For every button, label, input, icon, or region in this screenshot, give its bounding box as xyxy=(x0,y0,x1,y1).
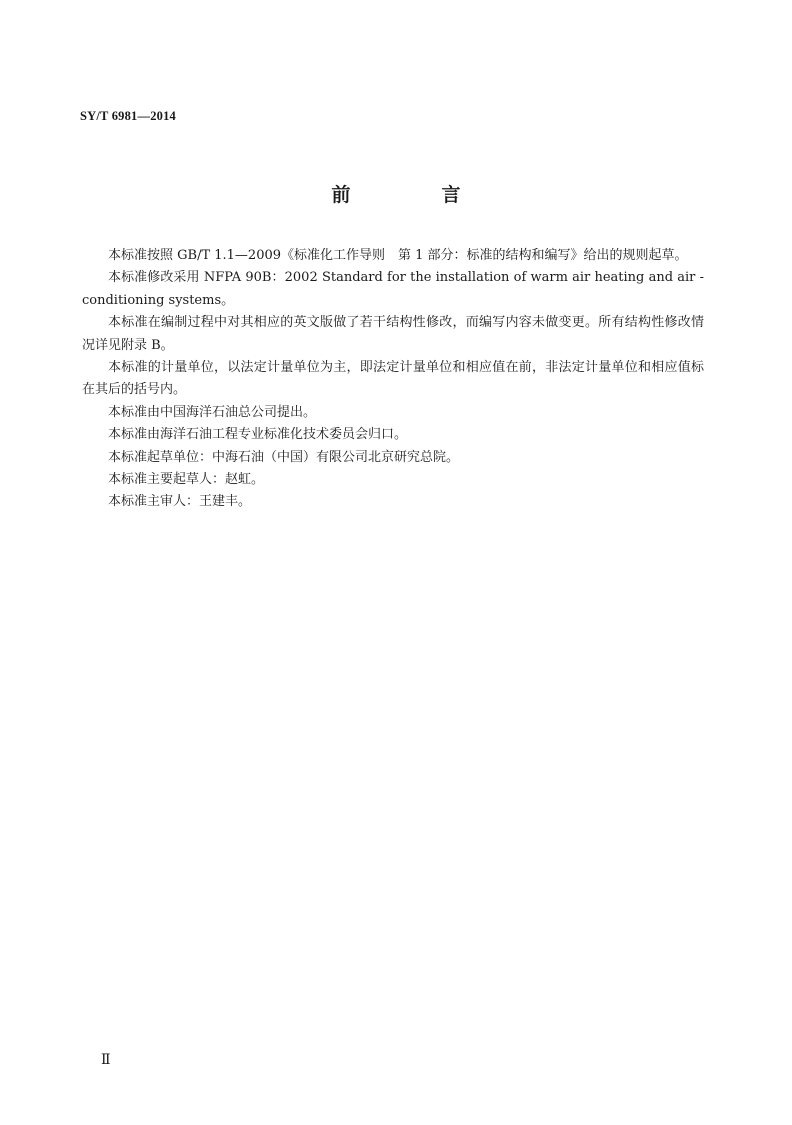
paragraph-drafting-rules: 本标准按照 GB/T 1.1—2009《标准化工作导则 第 1 部分：标准的结构和编写》给出的规则起草。 xyxy=(108,248,688,263)
standard-code: SY/T 6981—2014 xyxy=(80,109,176,123)
paragraph-committee: 本标准由海洋石油工程专业标准化技术委员会归口。 xyxy=(108,427,408,443)
foreword-body xyxy=(82,245,704,514)
paragraph-proposer: 本标准由中国海洋石油总公司提出。 xyxy=(108,404,317,420)
paragraph-chief-reviewer: 本标准主审人：王建丰。 xyxy=(108,494,252,510)
paragraph-adoption: 本标准修改采用 NFPA 90B：2002 Standard for the installation of warm air heating and air - conditioning systems。 xyxy=(82,270,704,308)
page-number: Ⅱ xyxy=(101,1053,111,1068)
paragraph-units: 本标准的计量单位，以法定计量单位为主，即法定计量单位和相应值在前，非法定计量单位和相应值标在其后的括号内。 xyxy=(82,360,704,398)
paragraph-main-drafter: 本标准主要起草人：赵虹。 xyxy=(108,472,265,488)
paragraph-structural-changes: 本标准在编制过程中对其相应的英文版做了若干结构性修改，而编写内容未做变更。所有结构性修改情况详见附录 B。 xyxy=(82,315,704,353)
page-title: 前 言 xyxy=(331,184,497,206)
paragraph-drafting-organization: 本标准起草单位：中海石油（中国）有限公司北京研究总院。 xyxy=(108,449,460,465)
